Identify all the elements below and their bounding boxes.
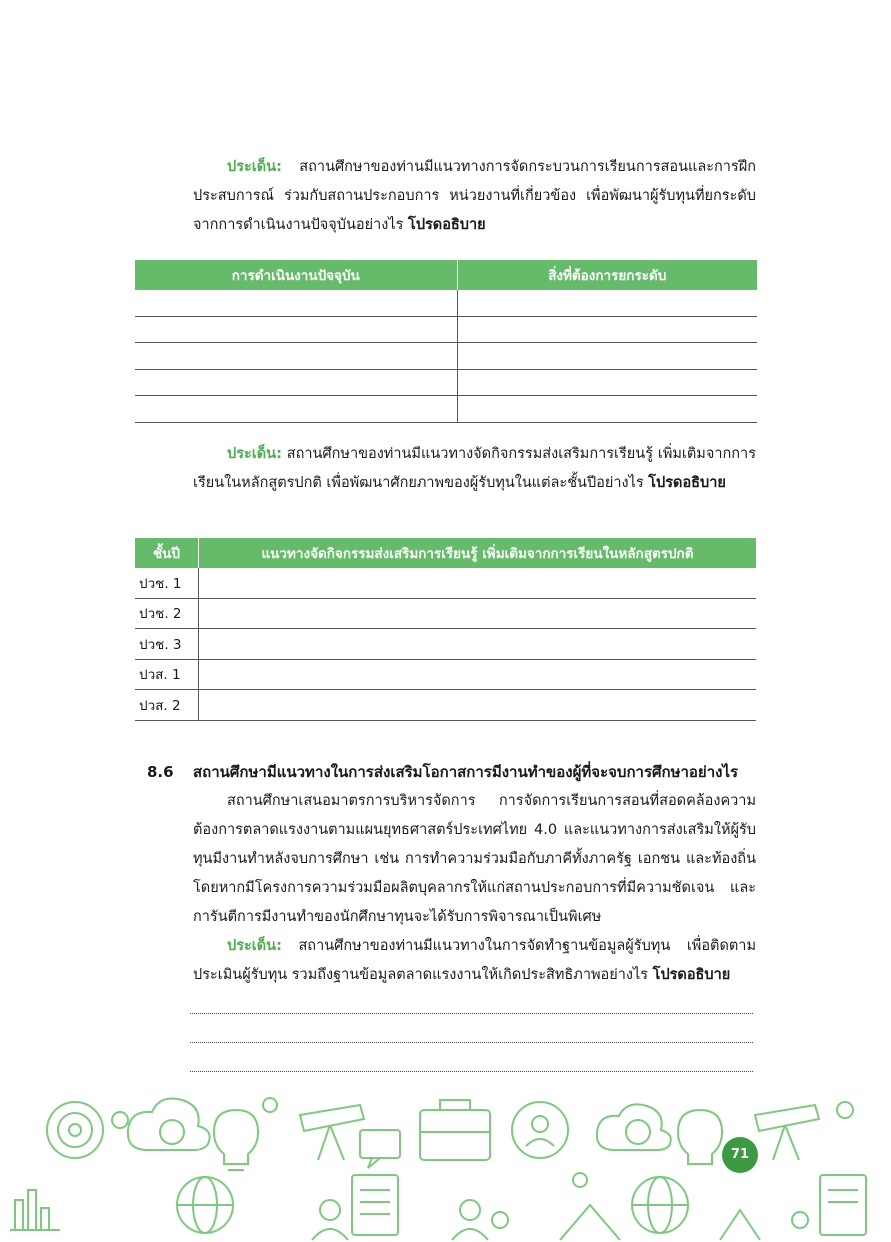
lightbulb-icon xyxy=(214,1110,258,1170)
blank-cell[interactable] xyxy=(457,343,757,370)
section-heading xyxy=(147,758,762,787)
blank-cell[interactable] xyxy=(135,369,457,396)
document-icon-2 xyxy=(820,1175,866,1235)
user-target-icon xyxy=(512,1102,568,1158)
col-header-year: ชั้นปี xyxy=(135,538,199,568)
blank-cell[interactable] xyxy=(135,290,457,316)
issue-label: ประเด็น: xyxy=(227,938,282,954)
blank-cell[interactable] xyxy=(199,659,757,690)
footer-illustration xyxy=(0,1090,891,1242)
table-row xyxy=(135,598,756,629)
globe-icon-2 xyxy=(632,1177,688,1233)
cloud-icon-2 xyxy=(597,1104,671,1150)
section-number: 8.6 xyxy=(147,763,174,781)
chat-icon xyxy=(360,1130,400,1168)
answer-line[interactable] xyxy=(190,1071,753,1072)
blank-cell[interactable] xyxy=(135,316,457,343)
issue-label: ประเด็น: xyxy=(227,159,282,175)
blank-cell[interactable] xyxy=(457,369,757,396)
table-row xyxy=(135,690,756,721)
year-cell: ปวส. 2 xyxy=(135,690,199,721)
telescope-icon xyxy=(300,1105,364,1160)
cloud-sync-icon xyxy=(128,1099,210,1151)
table-row xyxy=(135,568,756,598)
table-row xyxy=(135,290,757,316)
blank-cell[interactable] xyxy=(199,568,757,598)
globe-icon xyxy=(177,1177,233,1233)
building-icon xyxy=(560,1205,760,1240)
document-icon xyxy=(352,1175,398,1235)
issue-label: ประเด็น: xyxy=(227,446,282,462)
blank-cell[interactable] xyxy=(457,396,757,423)
target-icon xyxy=(47,1102,103,1158)
col-header-upgrade: สิ่งที่ต้องการยกระดับ xyxy=(457,260,757,290)
col-header-current: การดำเนินงานปัจจุบัน xyxy=(135,260,457,290)
page-number-badge: 71 xyxy=(722,1137,758,1173)
question-block-1 xyxy=(193,153,756,240)
current-vs-upgrade-table xyxy=(135,260,757,423)
table-row xyxy=(135,343,757,370)
answer-line[interactable] xyxy=(190,1042,753,1043)
lightbulb-icon-2 xyxy=(678,1110,722,1164)
table-row xyxy=(135,316,757,343)
chart-icon xyxy=(10,1190,60,1230)
year-cell: ปวช. 1 xyxy=(135,568,199,598)
table-row xyxy=(135,369,757,396)
question-text: สถานศึกษาของท่านมีแนวทางในการจัดทำฐานข้อมูลผู้รับทุน เพื่อติดตามประเมินผู้รับทุน รวมถึงฐานข้อมูลตลาดแรงงานให้เกิดประสิทธิภาพอย่างไร xyxy=(193,938,756,983)
table-row xyxy=(135,659,756,690)
blank-cell[interactable] xyxy=(135,343,457,370)
section-title: สถานศึกษามีแนวทางในการส่งเสริมโอกาสการมีงานทำของผู้ที่จะจบการศึกษาอย่างไร xyxy=(193,763,739,781)
blank-cell[interactable] xyxy=(199,598,757,629)
please-explain: โปรดอธิบาย xyxy=(652,967,731,983)
please-explain: โปรดอธิบาย xyxy=(408,217,486,233)
table-row xyxy=(135,396,757,423)
blank-cell[interactable] xyxy=(199,629,757,660)
col-header-activities: แนวทางจัดกิจกรรมส่งเสริมการเรียนรู้ เพิ่มเติมจากการเรียนในหลักสูตรปกติ xyxy=(199,538,757,568)
table-row xyxy=(135,629,756,660)
telescope-icon-2 xyxy=(755,1105,819,1160)
section-body xyxy=(193,787,756,932)
year-cell: ปวส. 1 xyxy=(135,659,199,690)
blank-cell[interactable] xyxy=(135,396,457,423)
section-body-text: สถานศึกษาเสนอมาตรการบริหารจัดการ การจัดการเรียนการสอนที่สอดคล้องความต้องการตลาดแรงงานตามแผนยุทธศาสตร์ประเทศไทย 4.0 และแนวทางการส่งเสริมให้ผู้รับทุนมีงานทำหลังจบการศึกษา เช่น การทำความร่วมมือกับภาคีทั้งภาครัฐ เอกชน และท้องถิ่น โดยหากมีโครงการความร่วมมือผลิตบุคลากรให้แก่สถานประกอบการที่มีความชัดเจน และการันตีการมีงานทำของนักศึกษาทุนจะได้รับการพิจารณาเป็นพิเศษ xyxy=(193,793,756,925)
year-cell: ปวช. 3 xyxy=(135,629,199,660)
blank-cell[interactable] xyxy=(457,290,757,316)
please-explain: โปรดอธิบาย xyxy=(648,475,726,491)
table-header-row xyxy=(135,260,757,290)
question-text: สถานศึกษาของท่านมีแนวทางการจัดกระบวนการเรียนการสอนและการฝึกประสบการณ์ ร่วมกับสถานประกอบการ หน่วยงานที่เกี่ยวข้อง เพื่อพัฒนาผู้รับทุนที่ยกระดับจากการดำเนินงานปัจจุบันอย่างไร xyxy=(193,159,756,233)
year-cell: ปวช. 2 xyxy=(135,598,199,629)
year-level-activities-table xyxy=(135,538,756,721)
briefcase-icon xyxy=(420,1100,490,1160)
question-block-2 xyxy=(193,440,756,498)
question-text: สถานศึกษาของท่านมีแนวทางจัดกิจกรรมส่งเสริมการเรียนรู้ เพิ่มเติมจากการเรียนในหลักสูตรปกติ เพื่อพัฒนาศักยภาพของผู้รับทุนในแต่ละชั้นปีอย่างไร xyxy=(193,446,756,491)
table-header-row xyxy=(135,538,756,568)
blank-cell[interactable] xyxy=(199,690,757,721)
blank-cell[interactable] xyxy=(457,316,757,343)
question-block-3 xyxy=(193,932,756,990)
people-icons xyxy=(312,1200,488,1240)
answer-line[interactable] xyxy=(190,1013,753,1014)
